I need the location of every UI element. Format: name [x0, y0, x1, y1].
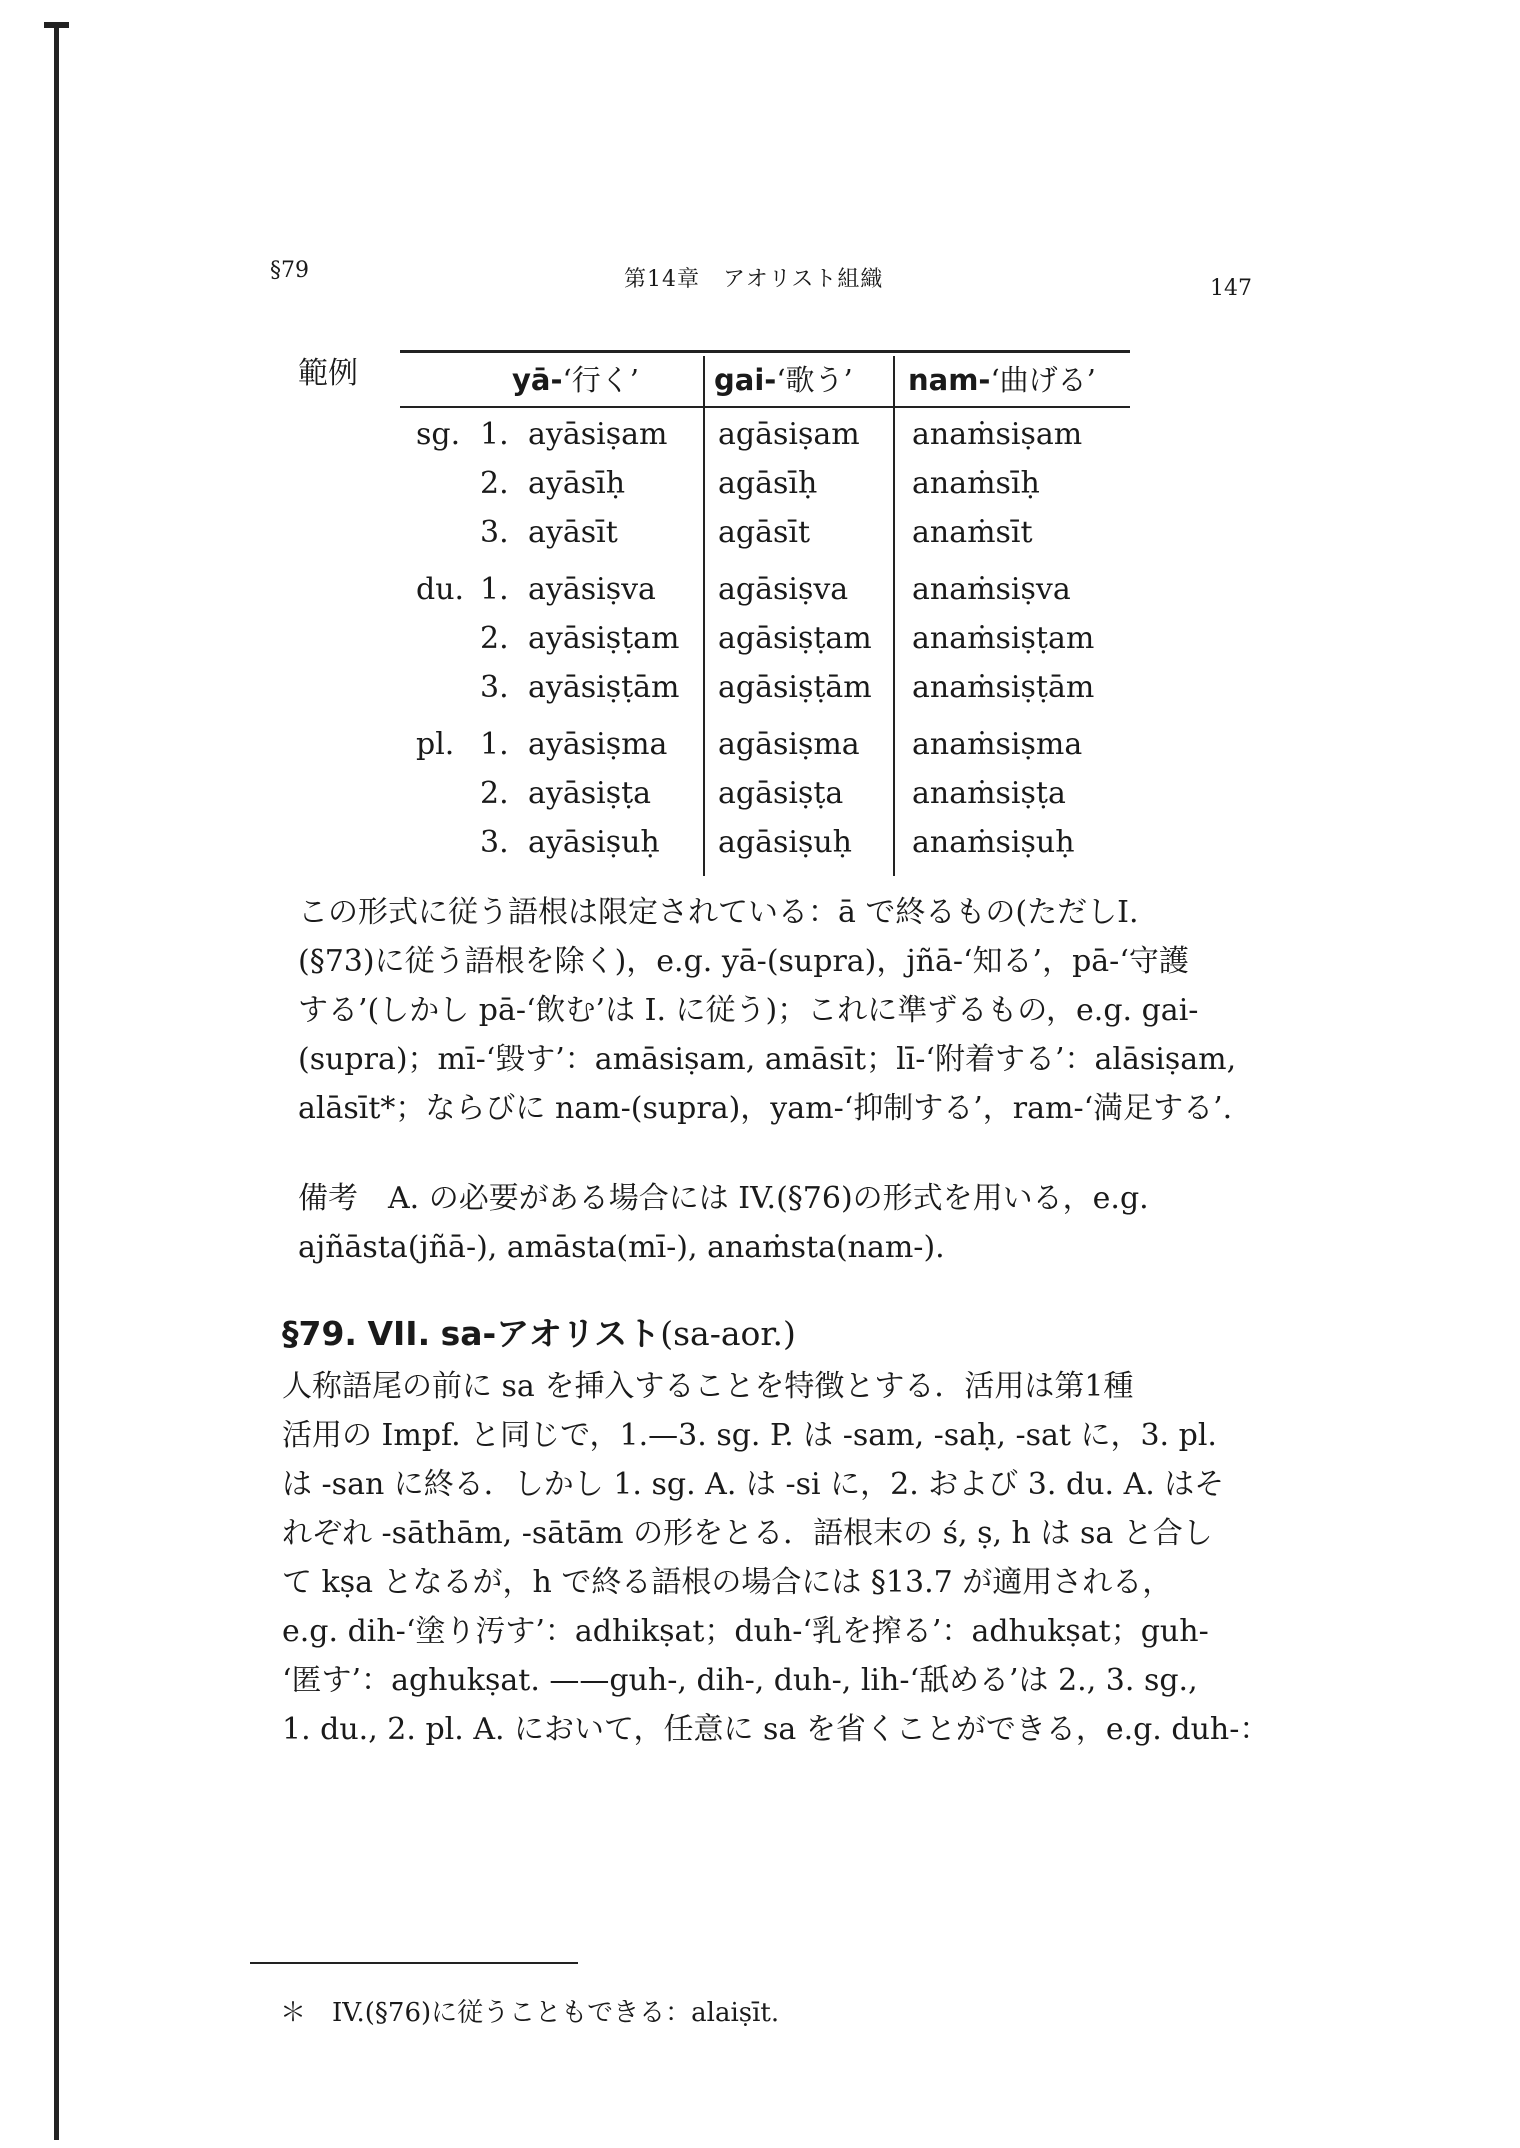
section-class: VII.: [367, 1314, 431, 1353]
footnote: ＊ IV.(§76)に従うこともできる：alaiṣīt.: [280, 1998, 780, 2028]
table-cell: agāsīḥ: [718, 466, 818, 501]
column-gloss: ‘曲げる’: [990, 363, 1096, 397]
table-cell: anaṁsiṣma: [912, 727, 1083, 762]
table-cell: ayāsiṣva: [528, 572, 656, 607]
table-row: [400, 727, 1130, 775]
table-cell: ayāsiṣma: [528, 727, 668, 762]
binding-tick: [44, 22, 69, 28]
table-row: [400, 515, 1130, 563]
table-cell: anaṁsīt: [912, 515, 1033, 550]
table-cell: anaṁsiṣam: [912, 417, 1083, 452]
column-header-nam: [908, 358, 1096, 399]
table-cell: ayāsiṣṭam: [528, 621, 680, 656]
text-line: ajñāsta(jñā-), amāsta(mī-), anaṁsta(nam-).: [298, 1230, 945, 1265]
table-row: [400, 417, 1130, 465]
row-person: 2.: [480, 776, 509, 811]
table-cell: agāsiṣuḥ: [718, 825, 853, 860]
row-person: 1.: [480, 572, 509, 607]
page-number: 147: [1210, 276, 1252, 301]
paragraph-restricted-roots: [298, 888, 1236, 1133]
row-number-label: du.: [416, 572, 465, 607]
table-cell: agāsiṣṭam: [718, 621, 872, 656]
binding-line: [54, 22, 59, 2140]
section-heading: [282, 1308, 796, 1355]
table-cell: ayāsīt: [528, 515, 618, 550]
text-line: れぞれ -sāthām, -sātām の形をとる．語根末の ś, ṣ, h は sa と合し: [282, 1516, 1213, 1551]
table-row: [400, 825, 1130, 873]
text-line: 活用の Impf. と同じで，1.—3. sg. P. は -sam, -saḥ, -sat に，3. pl.: [282, 1418, 1217, 1453]
table-row: [400, 466, 1130, 514]
text-line: alāsīt*；ならびに nam-(supra)，yam-‘抑制する’，ram-‘満足する’.: [298, 1091, 1233, 1126]
row-person: 2.: [480, 466, 509, 501]
table-cell: agāsīt: [718, 515, 811, 550]
running-chapter-title: 第14章 アオリスト組織: [624, 267, 884, 292]
row-person: 1.: [480, 417, 509, 452]
paradigm-table: [400, 342, 1130, 882]
text-line: する’(しかし pā-‘飲む’は I. に従う)；これに準ずるもの，e.g. gai-: [298, 993, 1199, 1028]
text-line: e.g. dih-‘塗り汚す’：adhikṣat；duh-‘乳を搾る’：adhukṣat；guh-: [282, 1614, 1209, 1649]
row-person: 2.: [480, 621, 509, 656]
table-header-rule: [400, 406, 1130, 408]
text-line: は -san に終る．しかし 1. sg. A. は -si に，2. および 3. du. A. はそ: [282, 1467, 1225, 1502]
section-number: §79.: [282, 1314, 357, 1353]
row-number-label: pl.: [416, 727, 455, 762]
text-line: て kṣa となるが，h で終る語根の場合には §13.7 が適用される，: [282, 1565, 1173, 1600]
table-cell: ayāsiṣuḥ: [528, 825, 660, 860]
text-line: 1. du., 2. pl. A. において，任意に sa を省くことができる，e.g. duh-：: [282, 1712, 1270, 1747]
row-person: 1.: [480, 727, 509, 762]
table-cell: ayāsiṣam: [528, 417, 668, 452]
table-cell: agāsiṣam: [718, 417, 860, 452]
table-cell: anaṁsīḥ: [912, 466, 1040, 501]
table-row: [400, 776, 1130, 824]
table-row: [400, 572, 1130, 620]
text-line: (§73)に従う語根を除く)，e.g. yā-(supra)，jñā-‘知る’，pā-‘守護: [298, 944, 1189, 979]
text-line: ‘匿す’：aghukṣat. ——guh-, dih-, duh-, lih-‘舐める’は 2., 3. sg.,: [282, 1663, 1198, 1698]
table-cell: agāsiṣva: [718, 572, 849, 607]
table-cell: agāsiṣṭām: [718, 670, 872, 705]
running-section-ref: §79: [270, 258, 309, 283]
footnote-rule: [250, 1962, 578, 1964]
row-number-label: sg.: [416, 417, 461, 452]
table-cell: ayāsiṣṭa: [528, 776, 652, 811]
text-line: 備考 A. の必要がある場合には IV.(§76)の形式を用いる，e.g.: [298, 1181, 1149, 1216]
section-title: sa-アオリスト: [440, 1314, 661, 1353]
table-cell: anaṁsiṣṭām: [912, 670, 1095, 705]
remark-paragraph: [298, 1174, 1149, 1272]
column-root: nam-: [908, 363, 991, 397]
table-cell: agāsiṣṭa: [718, 776, 844, 811]
row-person: 3.: [480, 670, 509, 705]
row-person: 3.: [480, 825, 509, 860]
text-line: 人称語尾の前に sa を挿入することを特徴とする．活用は第1種: [282, 1369, 1134, 1404]
column-header-gai: [714, 358, 853, 399]
column-root: gai-: [714, 363, 777, 397]
table-cell: agāsiṣma: [718, 727, 860, 762]
column-gloss: ‘行く’: [562, 363, 639, 397]
column-gloss: ‘歌う’: [776, 363, 853, 397]
table-cell: ayāsiṣṭām: [528, 670, 680, 705]
table-cell: anaṁsiṣṭam: [912, 621, 1095, 656]
table-cell: anaṁsiṣṭa: [912, 776, 1066, 811]
section-subtitle: (sa-aor.): [660, 1314, 796, 1353]
column-header-ya: [512, 358, 639, 399]
table-cell: anaṁsiṣuḥ: [912, 825, 1075, 860]
row-person: 3.: [480, 515, 509, 550]
table-cell: anaṁsiṣva: [912, 572, 1071, 607]
table-row: [400, 670, 1130, 718]
paragraph-sa-aorist: [282, 1362, 1269, 1754]
table-cell: ayāsīḥ: [528, 466, 626, 501]
text-line: (supra)；mī-‘毀す’：amāsiṣam, amāsīt；lī-‘附着する’：alāsiṣam,: [298, 1042, 1237, 1077]
column-root: yā-: [512, 363, 563, 397]
table-top-rule: [400, 350, 1130, 353]
example-label: 範例: [298, 356, 358, 391]
table-row: [400, 621, 1130, 669]
text-line: この形式に従う語根は限定されている：ā で終るもの(ただしI.: [298, 895, 1139, 930]
